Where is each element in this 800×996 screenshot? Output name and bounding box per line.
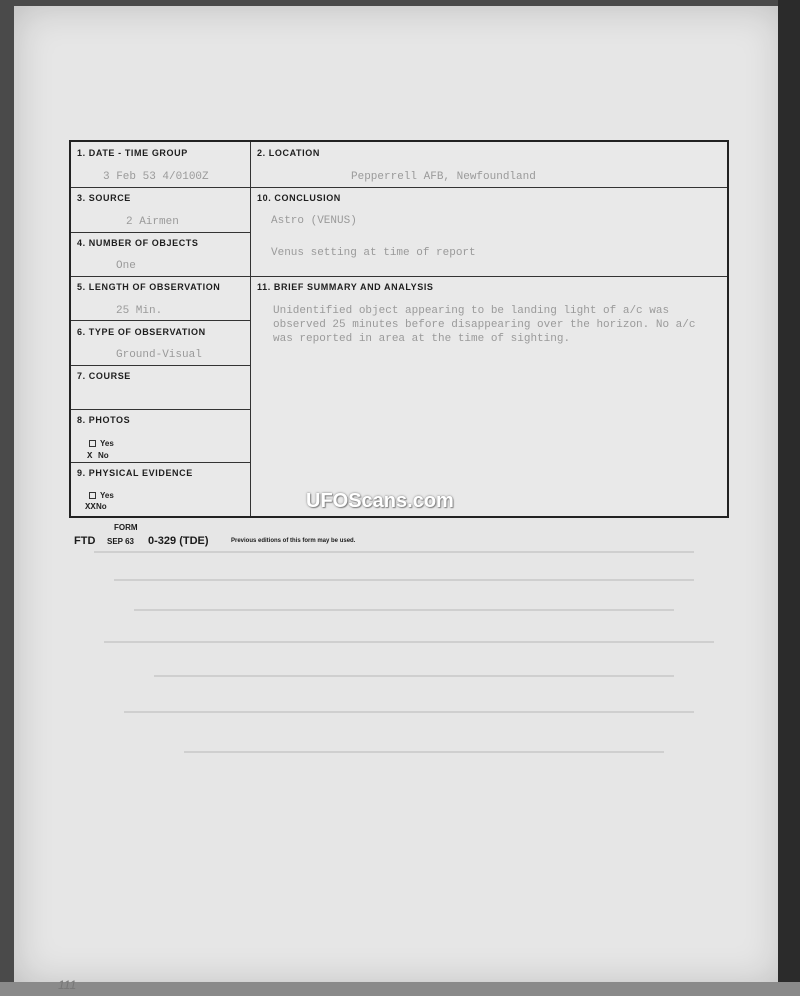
date-time-group-value: 3 Feb 53 4/0100Z <box>103 171 209 183</box>
scan-edge-bottom <box>0 982 800 996</box>
x-mark-icon: X <box>87 451 93 461</box>
photos-label: 8. PHOTOS <box>77 415 131 425</box>
bleed-line <box>104 641 714 643</box>
pencil-mark: 111 <box>58 978 77 992</box>
bleed-line <box>154 675 674 677</box>
length-of-observation-label: 5. LENGTH OF OBSERVATION <box>77 282 221 292</box>
ftd-label: FTD <box>74 535 96 547</box>
conclusion-note: Venus setting at time of report <box>271 247 476 259</box>
bleed-through-text <box>94 551 734 791</box>
checkbox-icon <box>89 440 96 447</box>
form-date: SEP 63 <box>107 537 134 546</box>
bleed-line <box>124 711 694 713</box>
column-divider <box>250 142 251 516</box>
location-label: 2. LOCATION <box>257 148 320 158</box>
photos-yes-label: Yes <box>100 439 114 448</box>
row-divider <box>71 232 251 233</box>
form-number: 0-329 (TDE) <box>148 535 209 547</box>
source-label: 3. SOURCE <box>77 193 131 203</box>
evidence-yes-label: Yes <box>100 491 114 500</box>
scan-edge-right <box>778 0 800 996</box>
type-of-observation-value: Ground-Visual <box>116 349 202 361</box>
row-divider <box>71 320 251 321</box>
row-divider <box>71 365 251 366</box>
watermark: UFOScans.com <box>306 490 454 512</box>
x-mark-icon: XX <box>85 502 96 512</box>
type-of-observation-label: 6. TYPE OF OBSERVATION <box>77 327 206 337</box>
course-label: 7. COURSE <box>77 371 131 381</box>
previous-editions-note: Previous editions of this form may be used. <box>231 538 356 544</box>
location-value: Pepperrell AFB, Newfoundland <box>351 171 536 183</box>
report-form <box>69 140 729 518</box>
evidence-no-option <box>85 502 107 512</box>
length-of-observation-value: 25 Min. <box>116 305 163 317</box>
row-divider <box>71 187 727 188</box>
bleed-line <box>184 751 664 753</box>
evidence-yes-option <box>89 491 114 500</box>
number-of-objects-value: One <box>116 260 136 272</box>
checkbox-icon <box>89 492 96 499</box>
photos-no-label: No <box>98 451 109 460</box>
summary-label: 11. BRIEF SUMMARY AND ANALYSIS <box>257 282 434 292</box>
form-word: FORM <box>114 523 138 532</box>
bleed-line <box>94 551 694 553</box>
number-of-objects-label: 4. NUMBER OF OBJECTS <box>77 238 199 248</box>
photos-yes-option <box>89 439 114 448</box>
conclusion-value: Astro (VENUS) <box>271 215 357 227</box>
photos-no-option <box>87 451 109 461</box>
row-divider <box>71 409 251 410</box>
date-time-group-label: 1. DATE - TIME GROUP <box>77 148 188 158</box>
summary-text: Unidentified object appearing to be landing light of a/c was observed 25 minutes before disappearing over the horizon. No a/c was reported in area at the time of sighting. <box>273 305 696 345</box>
source-value: 2 Airmen <box>126 216 179 228</box>
bleed-line <box>114 579 694 581</box>
bleed-line <box>134 609 674 611</box>
evidence-no-label: No <box>96 502 107 511</box>
row-divider <box>71 276 727 277</box>
physical-evidence-label: 9. PHYSICAL EVIDENCE <box>77 468 193 478</box>
conclusion-label: 10. CONCLUSION <box>257 193 341 203</box>
row-divider <box>71 462 251 463</box>
